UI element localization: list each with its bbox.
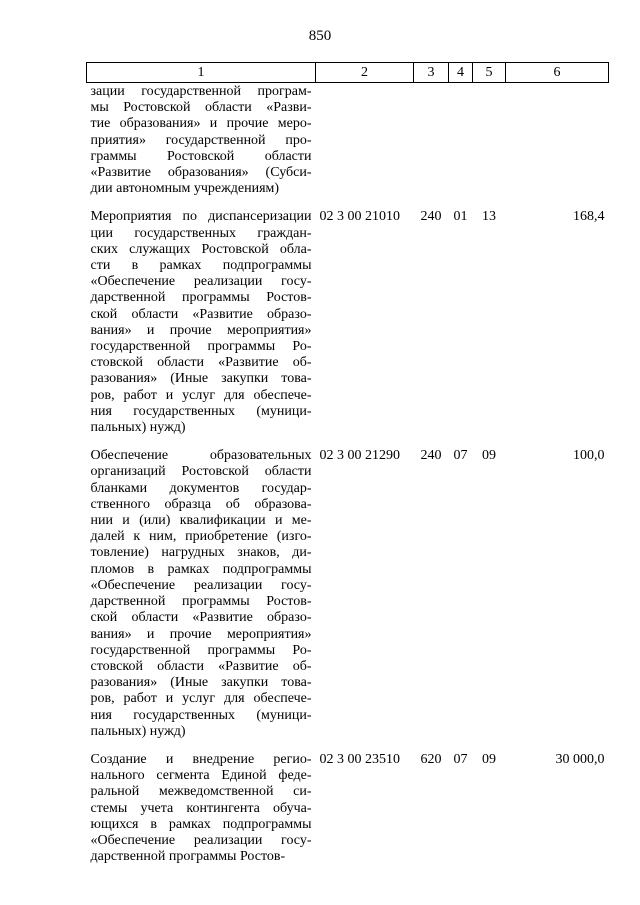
description-line: пломов в рамках подпрограммы <box>90 561 312 577</box>
description-line: ния государственных (муници- <box>90 403 312 419</box>
description-line: тие образования» и прочие меро- <box>90 116 312 132</box>
row-amount: 30 000,0 <box>555 751 605 767</box>
description-line: дарственной программы Ростов- <box>90 849 286 865</box>
row-expense-type <box>414 83 449 204</box>
description-line: ских служащих Ростовской обла- <box>90 241 312 257</box>
description-line: ющихся в рамках подпрограммы <box>90 816 312 832</box>
description-line: Мероприятия по диспансеризации <box>90 209 312 225</box>
row-description <box>87 83 316 204</box>
description-line: стовской области «Развитие об- <box>90 658 312 674</box>
description-line: товление) нагрудных знаков, ди- <box>90 545 312 561</box>
row-expense-type: 620 <box>420 751 442 767</box>
row-section <box>449 83 473 204</box>
row-description <box>87 442 316 746</box>
description-line: дарственной программы Ростов- <box>90 290 312 306</box>
description-line: стовской области «Развитие об- <box>90 355 312 371</box>
description-line: дарственной программы Ростов- <box>90 594 312 610</box>
description-line: ции государственных граждан- <box>90 225 312 241</box>
description-line: мы Ростовской области «Разви- <box>90 100 312 116</box>
budget-table <box>86 62 609 871</box>
description-line: зации государственной програм- <box>90 84 312 99</box>
description-line: нального сегмента Единой феде- <box>90 768 312 784</box>
description-line: пальных) нужд) <box>90 420 186 436</box>
column-header-5: 5 <box>473 63 506 83</box>
row-description <box>87 203 316 442</box>
description-line: ственного образца об образова- <box>90 496 312 512</box>
row-section: 01 <box>453 209 468 225</box>
row-description <box>87 746 316 871</box>
row-target-code: 02 3 00 23510 <box>319 751 400 767</box>
description-line: разования» (Иные закупки това- <box>90 675 312 691</box>
row-subsection: 09 <box>482 448 496 464</box>
row-subsection <box>473 83 506 204</box>
column-header-4: 4 <box>449 63 473 83</box>
table-header-row <box>87 63 609 83</box>
description-line: ров, работ и услуг для обеспече- <box>90 387 312 403</box>
description-line: ской области «Развитие образо- <box>90 306 312 322</box>
description-line: государственной программы Ро- <box>90 642 312 658</box>
row-amount: 100,0 <box>573 448 605 464</box>
row-subsection: 09 <box>482 751 496 767</box>
row-amount: 168,4 <box>573 209 605 225</box>
description-line: сти в рамках подпрограммы <box>90 258 312 274</box>
row-subsection: 13 <box>482 209 496 225</box>
description-line: разования» (Иные закупки това- <box>90 371 312 387</box>
row-expense-type: 240 <box>420 209 442 225</box>
row-expense-type: 240 <box>420 448 442 464</box>
description-line: «Обеспечение реализации госу- <box>90 577 312 593</box>
row-target-code: 02 3 00 21290 <box>319 448 400 464</box>
description-line: организаций Ростовской области <box>90 464 312 480</box>
column-header-1: 1 <box>87 63 316 83</box>
description-line: Обеспечение образовательных <box>90 448 312 464</box>
description-line: ния государственных (муници- <box>90 707 312 723</box>
description-line: государственной программы Ро- <box>90 339 312 355</box>
table-body <box>87 83 609 872</box>
description-line: Создание и внедрение регио- <box>90 751 312 767</box>
row-section: 07 <box>453 448 468 464</box>
description-line: ральной межведомственной си- <box>90 784 312 800</box>
description-line: далей к ним, приобретение (изго- <box>90 529 312 545</box>
description-line: вания» и прочие мероприятия» <box>90 626 312 642</box>
row-target-code <box>316 83 414 204</box>
row-amount <box>506 83 609 204</box>
table-row <box>87 83 609 204</box>
table-row <box>87 442 609 746</box>
description-line: стемы учета контингента обуча- <box>90 800 312 816</box>
description-line: вания» и прочие мероприятия» <box>90 322 312 338</box>
description-line: ров, работ и услуг для обеспече- <box>90 691 312 707</box>
description-line: «Обеспечение реализации госу- <box>90 274 312 290</box>
description-line: дии автономным учреждениям) <box>90 181 280 197</box>
description-line: бланками документов государ- <box>90 480 312 496</box>
description-line: ской области «Развитие образо- <box>90 610 312 626</box>
description-line: пальных) нужд) <box>90 723 186 739</box>
description-line: приятия» государственной про- <box>90 132 312 148</box>
row-section: 07 <box>453 751 468 767</box>
column-header-2: 2 <box>316 63 414 83</box>
column-header-6: 6 <box>506 63 609 83</box>
description-line: граммы Ростовской области <box>90 148 312 164</box>
description-line: нии и (или) квалификации и ме- <box>90 513 312 529</box>
description-line: «Обеспечение реализации госу- <box>90 832 312 848</box>
table-row <box>87 746 609 871</box>
row-target-code: 02 3 00 21010 <box>319 209 400 225</box>
page-number: 850 <box>308 28 332 44</box>
table-row <box>87 203 609 442</box>
description-line: «Развитие образования» (Субси- <box>90 165 312 181</box>
column-header-3: 3 <box>414 63 449 83</box>
